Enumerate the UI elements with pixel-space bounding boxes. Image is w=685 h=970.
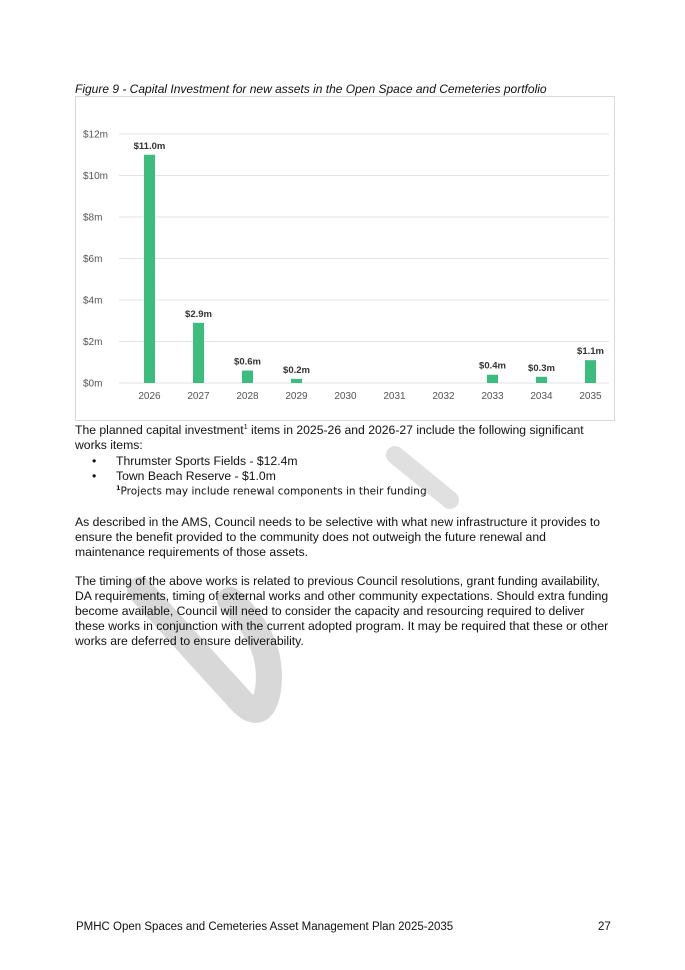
paragraph-text: The planned capital investment: [75, 423, 244, 437]
ams-paragraph: As described in the AMS, Council needs to be selective with what new infrastructure it provides to ensure the benefit provided to the community does not outweigh the future renewal and maintenance requirements of those assets.: [75, 515, 601, 559]
y-tick-label: $4m: [83, 295, 103, 307]
x-tick-label: 2026: [138, 391, 161, 402]
bar: [487, 375, 498, 383]
bar: [242, 371, 253, 383]
page-number: 27: [598, 921, 611, 933]
bar: [585, 360, 596, 383]
y-tick-label: $2m: [83, 337, 103, 348]
x-tick-label: 2028: [236, 391, 259, 402]
x-tick-label: 2035: [579, 391, 602, 402]
y-tick-label: $8m: [83, 212, 103, 224]
timing-paragraph: The timing of the above works is related to previous Council resolutions, grant funding availability, DA requirements, timing of external works and other community expectations. Should extra funding become available, Council will need to consider the capacity and resourcing required to deliver these works in conjunction with the current adopted program. It may be required that these or other works are deferred to ensure deliverability.: [75, 574, 609, 648]
footnote-reference: 1: [243, 423, 248, 431]
bar: [193, 323, 204, 383]
data-label: $11.0m: [133, 140, 166, 152]
footnote: [116, 484, 427, 498]
x-tick-label: 2031: [383, 391, 406, 402]
list-item: • Town Beach Reserve - $1.0m: [92, 469, 298, 484]
paragraph-text-continued: items in 2025-26 and 2026-27 include the following significant works items:: [75, 423, 584, 452]
planned-investment-paragraph: [75, 423, 615, 453]
data-label: $0.6m: [234, 356, 261, 368]
works-items-list: [92, 454, 298, 484]
figure-caption: Figure 9 - Capital Investment for new assets in the Open Space and Cemeteries portfolio: [75, 82, 547, 96]
bar: [536, 377, 547, 383]
footnote-text: Projects may include renewal components in their funding: [120, 485, 427, 498]
bar: [291, 379, 302, 383]
footer-title: PMHC Open Spaces and Cemeteries Asset Management Plan 2025-2035: [76, 921, 454, 933]
data-label: $1.1m: [577, 346, 604, 358]
y-tick-label: $6m: [83, 254, 103, 265]
data-label: $0.2m: [283, 364, 310, 376]
bar-chart-svg: [76, 97, 616, 422]
x-tick-label: 2033: [481, 391, 504, 402]
x-tick-label: 2034: [530, 391, 553, 402]
y-tick-label: $12m: [83, 129, 109, 141]
y-tick-label: $10m: [83, 171, 109, 182]
list-item: • Thrumster Sports Fields - $12.4m: [92, 454, 298, 469]
x-tick-label: 2029: [285, 391, 308, 402]
data-label: $0.3m: [528, 362, 555, 374]
y-tick-label: $0m: [83, 378, 103, 390]
x-tick-label: 2032: [432, 391, 455, 402]
x-tick-label: 2027: [187, 391, 210, 402]
footnote-mark: 1: [116, 484, 121, 492]
capital-investment-chart: [75, 96, 615, 421]
x-tick-label: 2030: [334, 391, 357, 402]
data-label: $0.4m: [479, 360, 506, 372]
bar: [144, 155, 155, 383]
data-label: $2.9m: [185, 308, 212, 320]
